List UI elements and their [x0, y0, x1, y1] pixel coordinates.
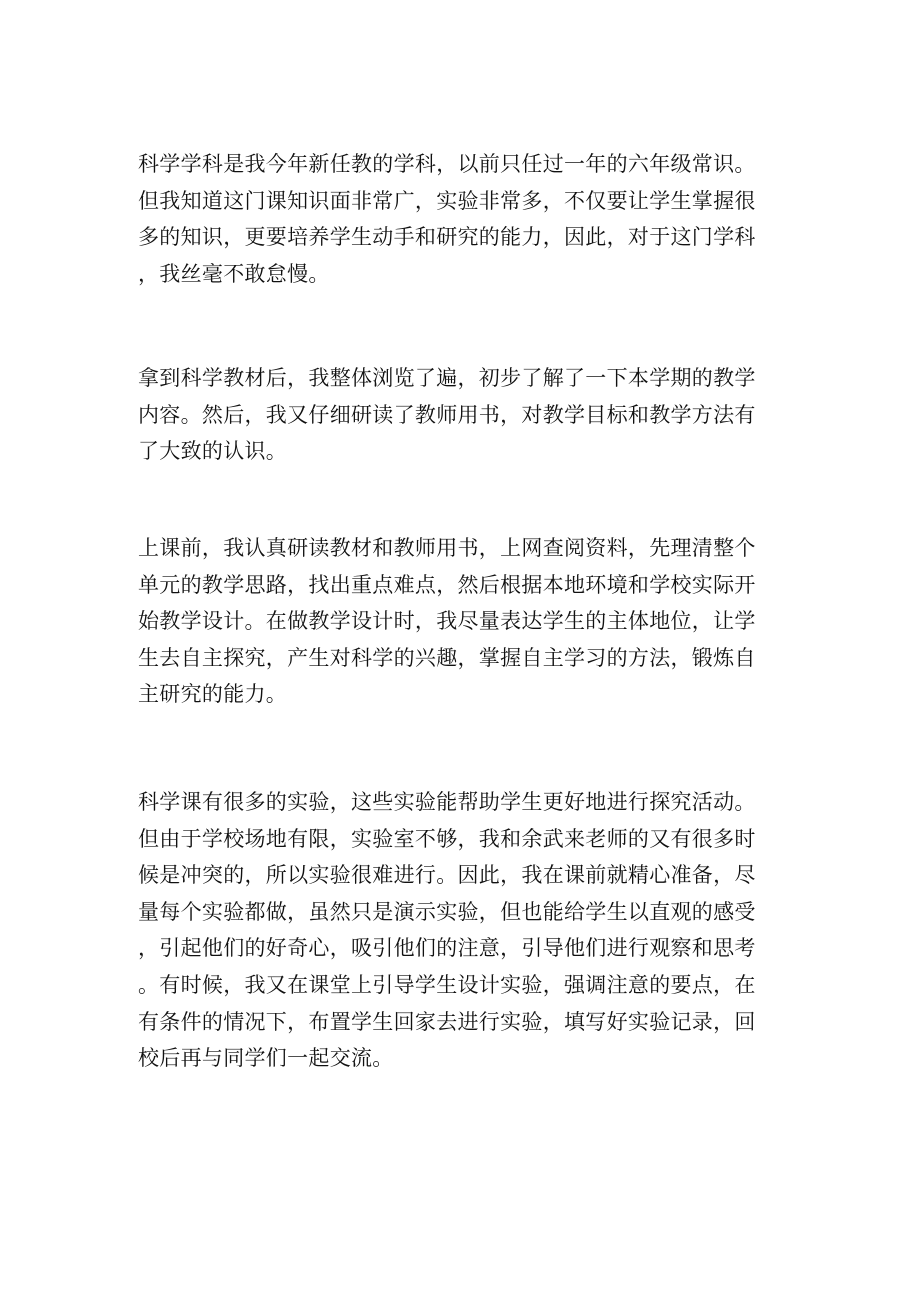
paragraph [138, 784, 788, 1077]
paragraph [138, 146, 788, 292]
paragraph [138, 530, 788, 713]
text-line: 量每个实验都做，虽然只是演示实验，但也能给学生以直观的感受 [138, 899, 756, 924]
text-line: ，我丝毫不敢怠慢。 [138, 261, 330, 286]
paragraph [138, 360, 788, 470]
text-line: 校后再与同学们一起交流。 [138, 1046, 394, 1071]
text-line: 生去自主探究，产生对科学的兴趣，掌握自主学习的方法，锻炼自 [138, 645, 756, 670]
text-line: 始教学设计。在做教学设计时，我尽量表达学生的主体地位，让学 [138, 609, 756, 634]
text-line: 了大致的认识。 [138, 439, 288, 464]
text-line: 有条件的情况下，布置学生回家去进行实验，填写好实验记录，回 [138, 1009, 756, 1034]
text-line: 但我知道这门课知识面非常广，实验非常多，不仅要让学生掌握很 [138, 188, 756, 213]
text-line: 内容。然后，我又仔细研读了教师用书，对教学目标和教学方法有 [138, 402, 756, 427]
text-line: 上课前，我认真研读教材和教师用书，上网查阅资料，先理清整个 [138, 536, 756, 560]
text-line: 但由于学校场地有限，实验室不够，我和余武来老师的又有很多时 [138, 826, 756, 851]
text-line: 科学课有很多的实验，这些实验能帮助学生更好地进行探究活动。 [138, 790, 756, 814]
text-line: 多的知识，更要培养学生动手和研究的能力，因此，对于这门学科 [138, 225, 756, 250]
text-line: 单元的教学思路，找出重点难点，然后根据本地环境和学校实际开 [138, 572, 756, 597]
text-line: 候是冲突的，所以实验很难进行。因此，我在课前就精心准备，尽 [138, 863, 756, 888]
text-line: 。有时候，我又在课堂上引导学生设计实验，强调注意的要点，在 [138, 972, 756, 997]
text-line: 拿到科学教材后，我整体浏览了遍，初步了解了一下本学期的教学 [138, 366, 756, 390]
text-line: ，引起他们的好奇心，吸引他们的注意，引导他们进行观察和思考 [138, 936, 756, 961]
text-line: 主研究的能力。 [138, 682, 288, 707]
text-line: 科学学科是我今年新任教的学科，以前只任过一年的六年级常识。 [138, 152, 756, 176]
